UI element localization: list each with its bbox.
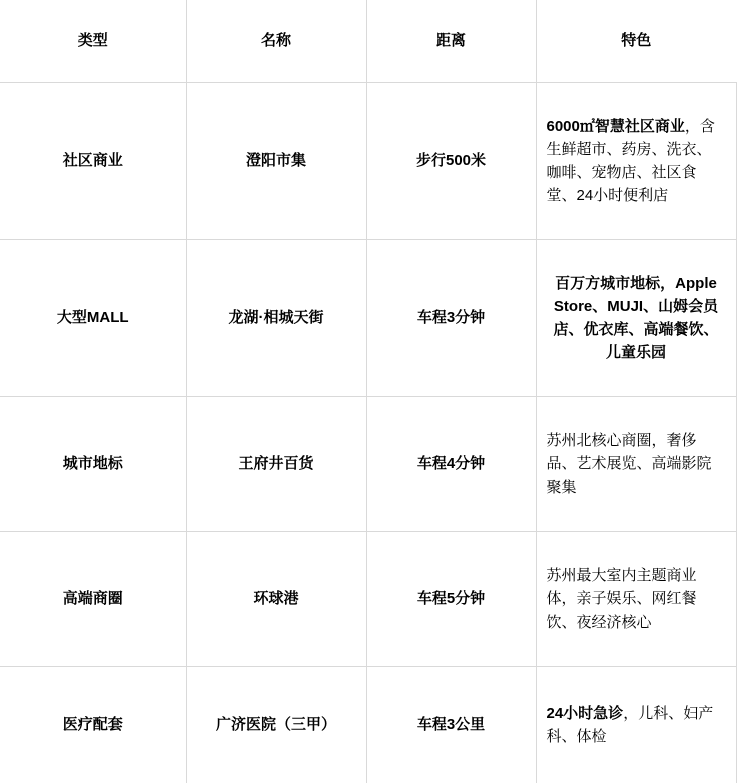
- table-body: [0, 83, 736, 783]
- cell-type: 城市地标: [0, 397, 186, 532]
- cell-type: 医疗配套: [0, 667, 186, 783]
- column-header-feature: 特色: [536, 0, 736, 83]
- cell-feature: [536, 667, 736, 783]
- cell-feature: 百万方城市地标，Apple Store、MUJI、山姆会员店、优衣库、高端餐饮、儿童乐园: [536, 240, 736, 397]
- table-header: [0, 0, 736, 83]
- feature-highlight: 24小时急诊: [547, 705, 624, 722]
- table-header-row: [0, 0, 736, 83]
- table-row: [0, 83, 736, 240]
- cell-distance: 车程5分钟: [366, 532, 536, 667]
- cell-type: 大型MALL: [0, 240, 186, 397]
- feature-rest: ，儿科、妇产科、体检: [547, 705, 714, 745]
- cell-name: 龙湖·相城天街: [186, 240, 366, 397]
- cell-distance: 车程3分钟: [366, 240, 536, 397]
- cell-name: 王府井百货: [186, 397, 366, 532]
- column-header-distance: 距离: [366, 0, 536, 83]
- table-row: [0, 667, 736, 783]
- table-row: [0, 240, 736, 397]
- table-row: [0, 532, 736, 667]
- cell-distance: 车程4分钟: [366, 397, 536, 532]
- cell-feature: 苏州北核心商圈，奢侈品、艺术展览、高端影院聚集: [536, 397, 736, 532]
- cell-type: 社区商业: [0, 83, 186, 240]
- column-header-name: 名称: [186, 0, 366, 83]
- column-header-type: 类型: [0, 0, 186, 83]
- table-row: [0, 397, 736, 532]
- cell-name: 环球港: [186, 532, 366, 667]
- feature-highlight: 6000㎡智慧社区商业: [547, 118, 685, 135]
- cell-type: 高端商圈: [0, 532, 186, 667]
- cell-name: 澄阳市集: [186, 83, 366, 240]
- cell-feature: [536, 83, 736, 240]
- cell-distance: 车程3公里: [366, 667, 536, 783]
- cell-distance: 步行500米: [366, 83, 536, 240]
- cell-feature: 苏州最大室内主题商业体，亲子娱乐、网红餐饮、夜经济核心: [536, 532, 736, 667]
- cell-name: 广济医院（三甲）: [186, 667, 366, 783]
- feature-rest: ，含生鲜超市、药房、洗衣、咖啡、宠物店、社区食堂、24小时便利店: [547, 118, 715, 205]
